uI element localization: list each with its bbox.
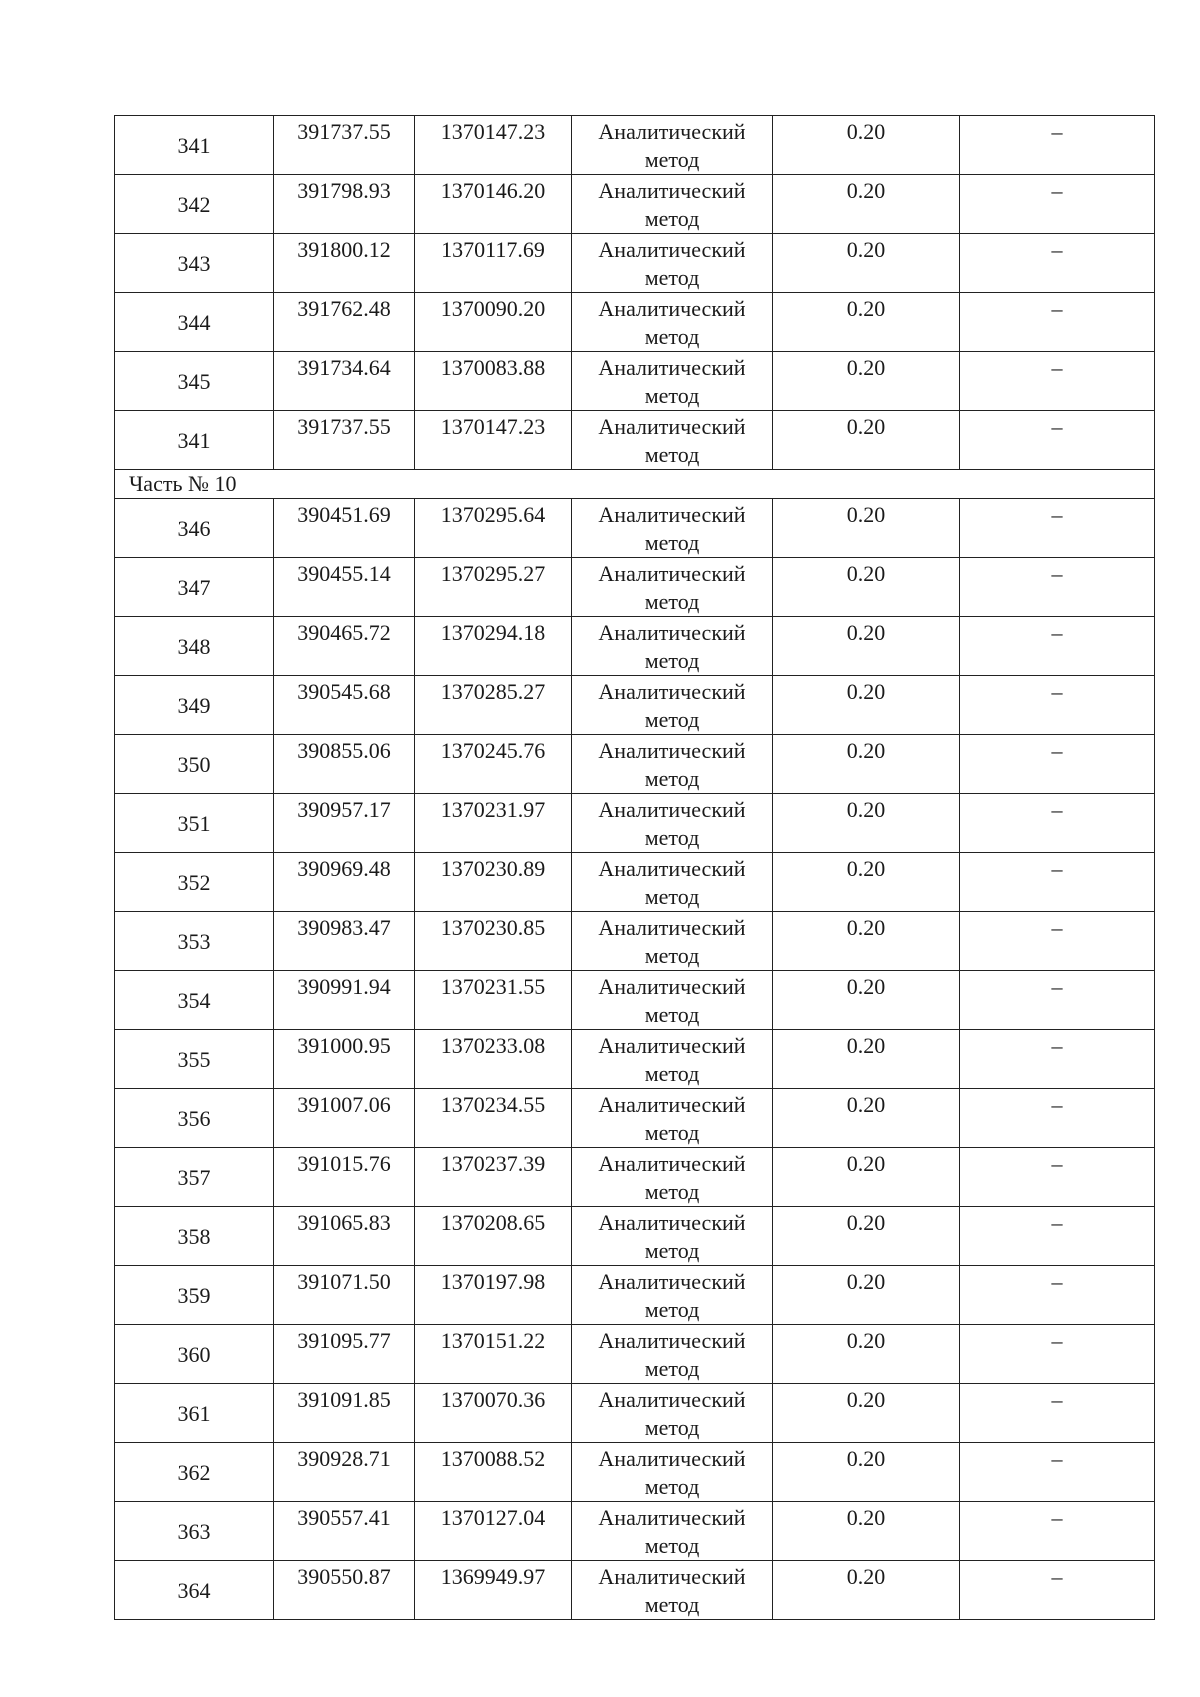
x-coordinate-cell: 390928.71 <box>274 1443 415 1502</box>
y-coordinate-cell: 1370146.20 <box>415 175 572 234</box>
table-row <box>115 234 1155 293</box>
note-cell: – <box>960 411 1155 470</box>
accuracy-cell: 0.20 <box>773 676 960 735</box>
point-number-cell: 346 <box>115 499 274 558</box>
y-coordinate-cell: 1370127.04 <box>415 1502 572 1561</box>
accuracy-cell: 0.20 <box>773 1502 960 1561</box>
accuracy-cell: 0.20 <box>773 234 960 293</box>
x-coordinate-cell: 391091.85 <box>274 1384 415 1443</box>
point-number-cell: 345 <box>115 352 274 411</box>
method-cell: Аналитический метод <box>572 116 773 175</box>
x-coordinate-cell: 390991.94 <box>274 971 415 1030</box>
x-coordinate-cell: 391071.50 <box>274 1266 415 1325</box>
point-number-cell: 350 <box>115 735 274 794</box>
y-coordinate-cell: 1370083.88 <box>415 352 572 411</box>
y-coordinate-cell: 1370234.55 <box>415 1089 572 1148</box>
accuracy-cell: 0.20 <box>773 912 960 971</box>
x-coordinate-cell: 390455.14 <box>274 558 415 617</box>
y-coordinate-cell: 1370208.65 <box>415 1207 572 1266</box>
note-cell: – <box>960 1325 1155 1384</box>
x-coordinate-cell: 390969.48 <box>274 853 415 912</box>
method-cell: Аналитический метод <box>572 1384 773 1443</box>
x-coordinate-cell: 391734.64 <box>274 352 415 411</box>
method-cell: Аналитический метод <box>572 175 773 234</box>
accuracy-cell: 0.20 <box>773 1266 960 1325</box>
table-row <box>115 293 1155 352</box>
table-row <box>115 1148 1155 1207</box>
note-cell: – <box>960 794 1155 853</box>
x-coordinate-cell: 391007.06 <box>274 1089 415 1148</box>
y-coordinate-cell: 1370147.23 <box>415 116 572 175</box>
y-coordinate-cell: 1370294.18 <box>415 617 572 676</box>
y-coordinate-cell: 1370285.27 <box>415 676 572 735</box>
y-coordinate-cell: 1370230.89 <box>415 853 572 912</box>
method-cell: Аналитический метод <box>572 499 773 558</box>
accuracy-cell: 0.20 <box>773 794 960 853</box>
method-cell: Аналитический метод <box>572 558 773 617</box>
point-number-cell: 347 <box>115 558 274 617</box>
point-number-cell: 351 <box>115 794 274 853</box>
point-number-cell: 363 <box>115 1502 274 1561</box>
y-coordinate-cell: 1370070.36 <box>415 1384 572 1443</box>
note-cell: – <box>960 293 1155 352</box>
point-number-cell: 343 <box>115 234 274 293</box>
table-row <box>115 617 1155 676</box>
table-row <box>115 1030 1155 1089</box>
y-coordinate-cell: 1370295.64 <box>415 499 572 558</box>
section-title: Часть № 10 <box>115 470 1155 499</box>
method-cell: Аналитический метод <box>572 912 773 971</box>
x-coordinate-cell: 390557.41 <box>274 1502 415 1561</box>
x-coordinate-cell: 391798.93 <box>274 175 415 234</box>
accuracy-cell: 0.20 <box>773 1207 960 1266</box>
y-coordinate-cell: 1370295.27 <box>415 558 572 617</box>
point-number-cell: 349 <box>115 676 274 735</box>
table-row <box>115 853 1155 912</box>
x-coordinate-cell: 390545.68 <box>274 676 415 735</box>
table-row <box>115 1502 1155 1561</box>
table-row <box>115 676 1155 735</box>
note-cell: – <box>960 912 1155 971</box>
y-coordinate-cell: 1370230.85 <box>415 912 572 971</box>
note-cell: – <box>960 1443 1155 1502</box>
point-number-cell: 364 <box>115 1561 274 1620</box>
table-row <box>115 1384 1155 1443</box>
accuracy-cell: 0.20 <box>773 558 960 617</box>
point-number-cell: 342 <box>115 175 274 234</box>
point-number-cell: 362 <box>115 1443 274 1502</box>
point-number-cell: 355 <box>115 1030 274 1089</box>
table-row <box>115 1266 1155 1325</box>
accuracy-cell: 0.20 <box>773 1148 960 1207</box>
table-row <box>115 912 1155 971</box>
note-cell: – <box>960 1561 1155 1620</box>
accuracy-cell: 0.20 <box>773 735 960 794</box>
point-number-cell: 344 <box>115 293 274 352</box>
x-coordinate-cell: 391095.77 <box>274 1325 415 1384</box>
accuracy-cell: 0.20 <box>773 853 960 912</box>
y-coordinate-cell: 1370151.22 <box>415 1325 572 1384</box>
x-coordinate-cell: 390465.72 <box>274 617 415 676</box>
x-coordinate-cell: 391762.48 <box>274 293 415 352</box>
table-row <box>115 1089 1155 1148</box>
y-coordinate-cell: 1369949.97 <box>415 1561 572 1620</box>
method-cell: Аналитический метод <box>572 1030 773 1089</box>
note-cell: – <box>960 1207 1155 1266</box>
point-number-cell: 352 <box>115 853 274 912</box>
y-coordinate-cell: 1370233.08 <box>415 1030 572 1089</box>
note-cell: – <box>960 558 1155 617</box>
accuracy-cell: 0.20 <box>773 1030 960 1089</box>
point-number-cell: 348 <box>115 617 274 676</box>
x-coordinate-cell: 390957.17 <box>274 794 415 853</box>
method-cell: Аналитический метод <box>572 676 773 735</box>
x-coordinate-cell: 391000.95 <box>274 1030 415 1089</box>
table-row <box>115 1207 1155 1266</box>
accuracy-cell: 0.20 <box>773 175 960 234</box>
table-row <box>115 1325 1155 1384</box>
accuracy-cell: 0.20 <box>773 352 960 411</box>
method-cell: Аналитический метод <box>572 1502 773 1561</box>
accuracy-cell: 0.20 <box>773 116 960 175</box>
x-coordinate-cell: 391015.76 <box>274 1148 415 1207</box>
note-cell: – <box>960 1148 1155 1207</box>
point-number-cell: 354 <box>115 971 274 1030</box>
y-coordinate-cell: 1370197.98 <box>415 1266 572 1325</box>
note-cell: – <box>960 676 1155 735</box>
accuracy-cell: 0.20 <box>773 1384 960 1443</box>
x-coordinate-cell: 390983.47 <box>274 912 415 971</box>
method-cell: Аналитический метод <box>572 234 773 293</box>
note-cell: – <box>960 352 1155 411</box>
note-cell: – <box>960 175 1155 234</box>
table-row <box>115 971 1155 1030</box>
note-cell: – <box>960 499 1155 558</box>
table-row <box>115 352 1155 411</box>
point-number-cell: 358 <box>115 1207 274 1266</box>
y-coordinate-cell: 1370117.69 <box>415 234 572 293</box>
method-cell: Аналитический метод <box>572 1148 773 1207</box>
table-row <box>115 558 1155 617</box>
table-row <box>115 175 1155 234</box>
y-coordinate-cell: 1370231.97 <box>415 794 572 853</box>
table-row <box>115 1443 1155 1502</box>
accuracy-cell: 0.20 <box>773 411 960 470</box>
point-number-cell: 357 <box>115 1148 274 1207</box>
y-coordinate-cell: 1370147.23 <box>415 411 572 470</box>
point-number-cell: 359 <box>115 1266 274 1325</box>
method-cell: Аналитический метод <box>572 1207 773 1266</box>
x-coordinate-cell: 390451.69 <box>274 499 415 558</box>
point-number-cell: 341 <box>115 411 274 470</box>
method-cell: Аналитический метод <box>572 735 773 794</box>
method-cell: Аналитический метод <box>572 1443 773 1502</box>
accuracy-cell: 0.20 <box>773 971 960 1030</box>
method-cell: Аналитический метод <box>572 617 773 676</box>
method-cell: Аналитический метод <box>572 971 773 1030</box>
accuracy-cell: 0.20 <box>773 1325 960 1384</box>
accuracy-cell: 0.20 <box>773 1443 960 1502</box>
note-cell: – <box>960 1030 1155 1089</box>
note-cell: – <box>960 735 1155 794</box>
note-cell: – <box>960 971 1155 1030</box>
method-cell: Аналитический метод <box>572 1266 773 1325</box>
table-row <box>115 735 1155 794</box>
x-coordinate-cell: 391737.55 <box>274 411 415 470</box>
method-cell: Аналитический метод <box>572 794 773 853</box>
point-number-cell: 361 <box>115 1384 274 1443</box>
note-cell: – <box>960 234 1155 293</box>
section-header-row <box>115 470 1155 499</box>
y-coordinate-cell: 1370231.55 <box>415 971 572 1030</box>
method-cell: Аналитический метод <box>572 352 773 411</box>
point-number-cell: 341 <box>115 116 274 175</box>
note-cell: – <box>960 617 1155 676</box>
method-cell: Аналитический метод <box>572 1089 773 1148</box>
method-cell: Аналитический метод <box>572 293 773 352</box>
table-row <box>115 116 1155 175</box>
x-coordinate-cell: 391737.55 <box>274 116 415 175</box>
y-coordinate-cell: 1370237.39 <box>415 1148 572 1207</box>
point-number-cell: 356 <box>115 1089 274 1148</box>
table-row <box>115 794 1155 853</box>
y-coordinate-cell: 1370088.52 <box>415 1443 572 1502</box>
note-cell: – <box>960 1502 1155 1561</box>
note-cell: – <box>960 1384 1155 1443</box>
accuracy-cell: 0.20 <box>773 293 960 352</box>
note-cell: – <box>960 853 1155 912</box>
accuracy-cell: 0.20 <box>773 499 960 558</box>
method-cell: Аналитический метод <box>572 853 773 912</box>
point-number-cell: 360 <box>115 1325 274 1384</box>
point-number-cell: 353 <box>115 912 274 971</box>
accuracy-cell: 0.20 <box>773 617 960 676</box>
accuracy-cell: 0.20 <box>773 1561 960 1620</box>
note-cell: – <box>960 116 1155 175</box>
x-coordinate-cell: 391800.12 <box>274 234 415 293</box>
accuracy-cell: 0.20 <box>773 1089 960 1148</box>
x-coordinate-cell: 391065.83 <box>274 1207 415 1266</box>
method-cell: Аналитический метод <box>572 1325 773 1384</box>
table-row <box>115 1561 1155 1620</box>
x-coordinate-cell: 390855.06 <box>274 735 415 794</box>
y-coordinate-cell: 1370245.76 <box>415 735 572 794</box>
y-coordinate-cell: 1370090.20 <box>415 293 572 352</box>
note-cell: – <box>960 1089 1155 1148</box>
table-row <box>115 499 1155 558</box>
table-row <box>115 411 1155 470</box>
coordinates-table-body <box>115 116 1155 1620</box>
note-cell: – <box>960 1266 1155 1325</box>
x-coordinate-cell: 390550.87 <box>274 1561 415 1620</box>
coordinates-table <box>114 115 1155 1620</box>
method-cell: Аналитический метод <box>572 411 773 470</box>
method-cell: Аналитический метод <box>572 1561 773 1620</box>
